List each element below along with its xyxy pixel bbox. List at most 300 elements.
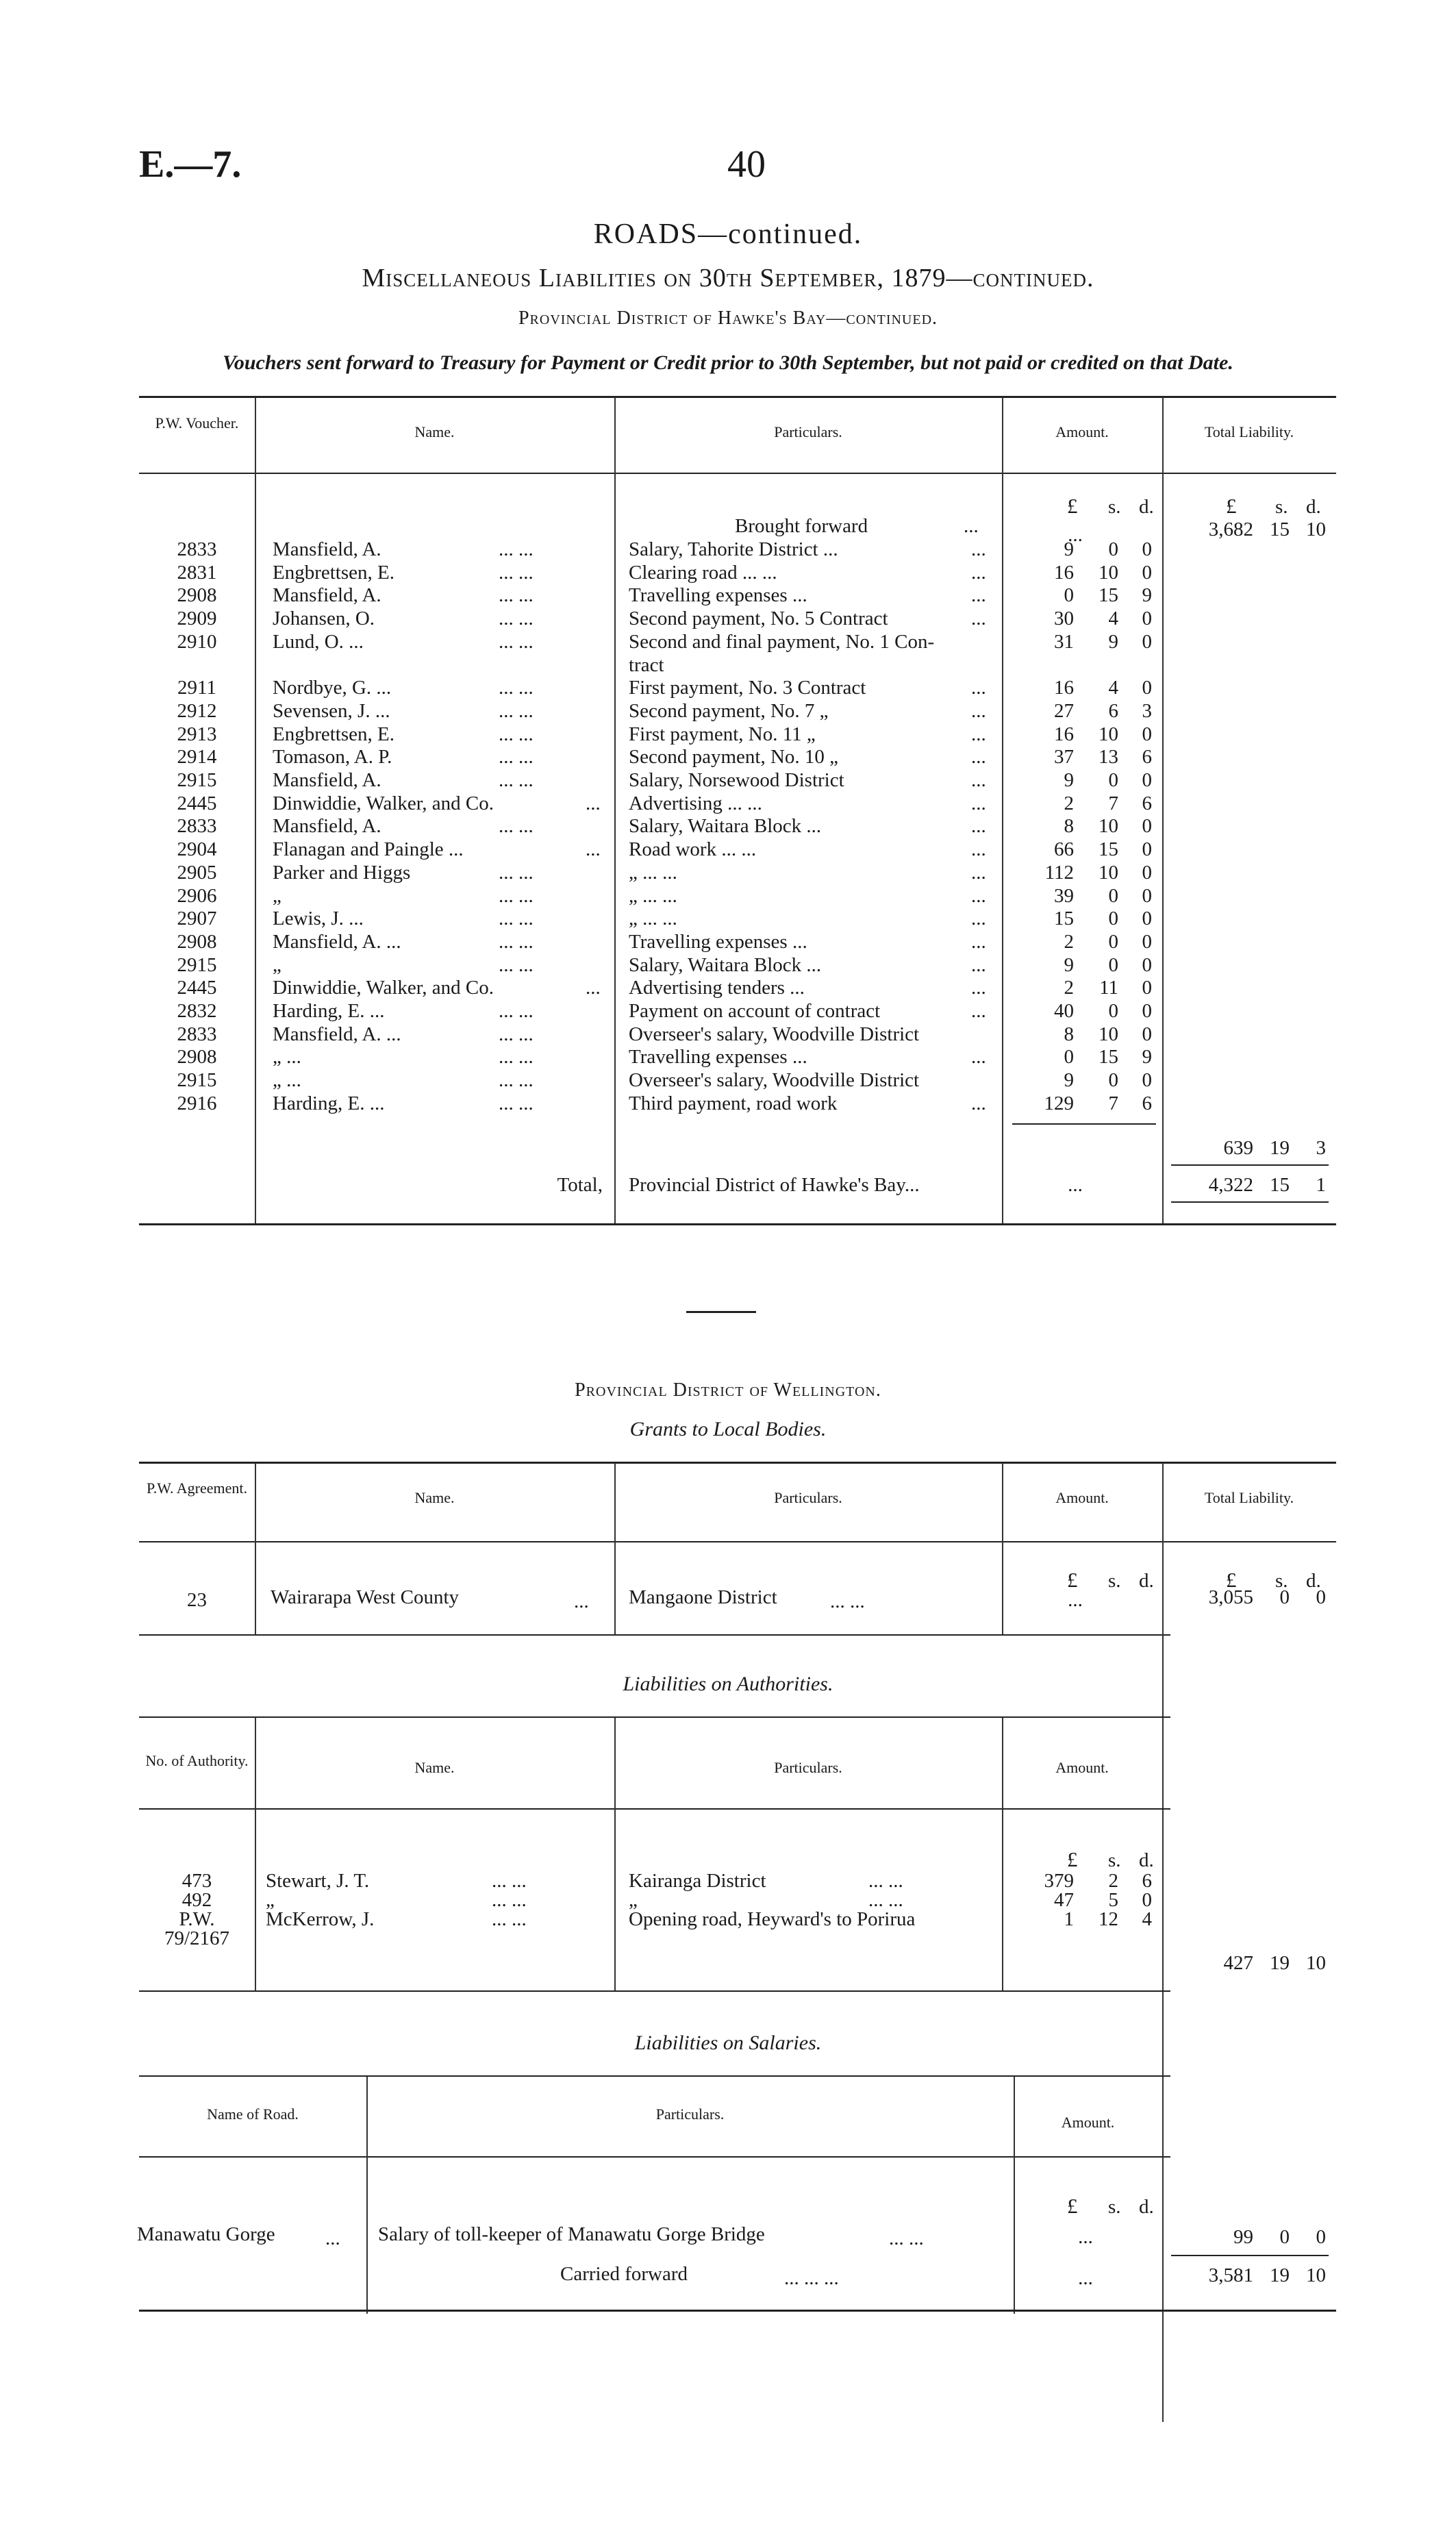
name-dots: ... ... <box>499 723 534 745</box>
payee-name: Engbrettsen, E. <box>273 561 394 584</box>
payee-name: „ <box>266 1889 275 1911</box>
voucher-number: 2912 <box>177 699 217 722</box>
amount-pounds: 2 <box>1064 977 1074 999</box>
name-dots: ... ... <box>499 608 534 630</box>
particulars-dots: ... <box>971 792 986 814</box>
particulars: Overseer's salary, Woodville District <box>629 1023 920 1045</box>
amount-shillings: 11 <box>1099 977 1118 999</box>
grant-particulars-dots: ... ... <box>830 1590 865 1612</box>
col-divider <box>1162 397 1164 1223</box>
pound-unit: £ <box>1067 1568 1078 1592</box>
amount-sum-rule <box>1012 1123 1156 1125</box>
header-road: Name of Road. <box>207 2106 299 2123</box>
voucher-number: 2908 <box>177 930 217 953</box>
pence-unit: d. <box>1139 1849 1154 1871</box>
payee-name: Tomason, A. P. <box>273 746 392 769</box>
name-dots: ... ... <box>499 677 534 699</box>
carried-total-pounds: 3,581 <box>1208 2264 1253 2286</box>
authorities-total-shillings: 19 <box>1270 1952 1290 1974</box>
table-rule-top <box>139 1462 1336 1464</box>
table-rule-bottom <box>139 1223 1336 1225</box>
particulars: Salary, Tahorite District ... <box>629 538 838 560</box>
grant-name: Wairarapa West County <box>271 1586 460 1608</box>
amount-pence: 0 <box>1142 838 1152 861</box>
header-total: Total Liability. <box>1204 423 1294 440</box>
voucher-number: 2911 <box>177 677 216 699</box>
amount-pence: 0 <box>1142 884 1152 907</box>
voucher-number: 2906 <box>177 884 217 907</box>
voucher-number: 2833 <box>177 538 217 560</box>
particulars-dots: ... <box>971 677 986 699</box>
amount-pounds: 9 <box>1064 1069 1074 1092</box>
particulars: „ ... ... <box>629 884 677 907</box>
amount-pence: 9 <box>1142 584 1152 607</box>
grant-name-dots: ... <box>574 1590 589 1612</box>
name-dots: ... ... <box>499 1000 534 1022</box>
amount-pence: 0 <box>1142 977 1152 999</box>
pound-unit: £ <box>1067 2194 1078 2218</box>
particulars: „ ... ... <box>629 861 677 884</box>
particulars-dots: ... <box>971 723 986 745</box>
subtotal-pence: 3 <box>1316 1137 1326 1159</box>
amount-pence: 6 <box>1142 1092 1152 1114</box>
table-rule-top <box>139 396 1336 398</box>
payee-name: Lewis, J. ... <box>273 908 364 930</box>
name-dots: ... ... <box>499 538 534 560</box>
authorities-total-pence: 10 <box>1306 1952 1326 1974</box>
grant-particulars: Mangaone District <box>629 1586 777 1608</box>
amount-shillings: 6 <box>1108 699 1118 722</box>
particulars-dots: ... ... <box>868 1870 903 1892</box>
voucher-number: 2905 <box>177 861 217 884</box>
particulars-dots: ... <box>971 815 986 838</box>
voucher-number: 2916 <box>177 1092 217 1114</box>
particulars: Salary, Waitara Block ... <box>629 953 822 976</box>
amount-pounds: 129 <box>1044 1092 1074 1114</box>
name-dots: ... ... <box>492 1889 527 1911</box>
particulars-dots: ... <box>971 746 986 769</box>
particulars-dots: ... <box>971 699 986 722</box>
amount-pence: 0 <box>1142 630 1152 653</box>
voucher-number: 2445 <box>177 792 217 814</box>
amount-pounds: 2 <box>1064 930 1074 953</box>
particulars: Travelling expenses ... <box>629 584 807 607</box>
particulars: Travelling expenses ... <box>629 1046 807 1069</box>
carried-sum-rule <box>1171 2255 1329 2256</box>
particulars: tract <box>629 653 664 676</box>
particulars: First payment, No. 3 Contract <box>629 677 866 699</box>
salary-amount: ... <box>1078 2226 1093 2248</box>
payee-name: Johansen, O. <box>273 608 375 630</box>
payee-name: Engbrettsen, E. <box>273 723 394 745</box>
name-dots: ... ... <box>499 1069 534 1092</box>
col-divider <box>1162 1463 1164 2422</box>
payee-name: Mansfield, A. <box>273 769 381 791</box>
name-dots: ... ... <box>499 746 534 769</box>
header-particulars: Particulars. <box>774 423 842 440</box>
voucher-number: 2909 <box>177 608 217 630</box>
amount-shillings: 10 <box>1099 861 1118 884</box>
amount-shillings: 2 <box>1108 1870 1118 1892</box>
particulars: „ <box>629 1889 638 1911</box>
amount-pounds: 9 <box>1064 538 1074 560</box>
particulars-dots: ... <box>971 1092 986 1114</box>
particulars-dots: ... <box>971 930 986 953</box>
payee-name: „ <box>273 953 281 976</box>
header-amount: Amount. <box>1061 2114 1115 2131</box>
particulars-dots: ... <box>971 769 986 791</box>
amount-pounds: 2 <box>1064 792 1074 814</box>
amount-shillings: 10 <box>1099 561 1118 584</box>
particulars: Salary, Norsewood District <box>629 769 844 791</box>
amount-pounds: 8 <box>1064 1023 1074 1045</box>
authorities-total-pounds: 427 <box>1223 1952 1253 1974</box>
payee-name: Parker and Higgs <box>273 861 411 884</box>
page-number: 40 <box>727 143 766 186</box>
section-separator <box>686 1311 756 1313</box>
pence-unit: d. <box>1139 2196 1154 2218</box>
voucher-number: 2908 <box>177 1046 217 1069</box>
name-dots: ... ... <box>499 908 534 930</box>
total-pence: 1 <box>1316 1174 1326 1196</box>
vouchers-note: Vouchers sent forward to Treasury for Payment or Credit prior to 30th September, but not paid or credited on that Date. <box>223 351 1233 374</box>
amount-pence: 9 <box>1142 1046 1152 1069</box>
amount-shillings: 7 <box>1108 1092 1118 1114</box>
carried-forward-dots: ... ... ... <box>784 2267 839 2289</box>
amount-pence: 0 <box>1142 930 1152 953</box>
page-title: ROADS—continued. <box>593 218 863 250</box>
shilling-unit: s. <box>1108 1849 1121 1871</box>
authority-number: 79/2167 <box>164 1927 230 1949</box>
header-name: Name. <box>414 1759 455 1776</box>
amount-shillings: 0 <box>1108 884 1118 907</box>
brought-forward-total-pence: 10 <box>1306 518 1326 540</box>
brought-forward-label: Brought forward <box>735 515 868 537</box>
amount-shillings: 4 <box>1108 677 1118 699</box>
total-shillings: 15 <box>1270 1174 1290 1196</box>
amount-pence: 3 <box>1142 699 1152 722</box>
voucher-number: 2445 <box>177 977 217 999</box>
particulars-dots: ... <box>971 584 986 607</box>
shilling-unit: s. <box>1108 496 1121 518</box>
name-dots: ... <box>586 977 601 999</box>
particulars: Road work ... ... <box>629 838 757 861</box>
header-name: Name. <box>414 1489 455 1506</box>
amount-pence: 0 <box>1142 1023 1152 1045</box>
header-amount: Amount. <box>1055 1759 1109 1776</box>
amount-pounds: 16 <box>1054 561 1074 584</box>
particulars-dots: ... <box>971 861 986 884</box>
amount-pence: 0 <box>1142 538 1152 560</box>
name-dots: ... ... <box>492 1908 527 1930</box>
col-divider <box>1014 2077 1015 2314</box>
voucher-number: 2907 <box>177 908 217 930</box>
amount-pounds: 379 <box>1044 1870 1074 1892</box>
table-rule-header <box>139 1541 1336 1542</box>
amount-pounds: 31 <box>1054 630 1074 653</box>
payee-name: Dinwiddie, Walker, and Co. <box>273 977 494 999</box>
payee-name: Harding, E. ... <box>273 1000 385 1022</box>
voucher-number: 2833 <box>177 1023 217 1045</box>
voucher-number: 2833 <box>177 815 217 838</box>
col-divider <box>255 397 256 1223</box>
particulars-dots: ... <box>971 838 986 861</box>
header-voucher: P.W. Voucher. <box>155 414 239 432</box>
section-title: Miscellaneous Liabilities on 30th September, 1879—continued. <box>362 264 1094 292</box>
carried-forward-label: Carried forward <box>560 2263 688 2285</box>
name-dots: ... ... <box>499 699 534 722</box>
pound-unit: £ <box>1067 1847 1078 1871</box>
payee-name: Mansfield, A. ... <box>273 930 401 953</box>
payee-name: Dinwiddie, Walker, and Co. <box>273 792 494 814</box>
road-name: Manawatu Gorge <box>137 2223 275 2245</box>
particulars-dots: ... <box>971 884 986 907</box>
voucher-number: 2831 <box>177 561 217 584</box>
particulars-dots: ... <box>971 953 986 976</box>
salaries-heading: Liabilities on Salaries. <box>634 2032 822 2054</box>
particulars-dots: ... <box>971 977 986 999</box>
particulars: Third payment, road work <box>629 1092 838 1114</box>
amount-shillings: 0 <box>1108 769 1118 791</box>
amount-shillings: 15 <box>1099 1046 1118 1069</box>
amount-pounds: 47 <box>1054 1889 1074 1911</box>
amount-pounds: 40 <box>1054 1000 1074 1022</box>
header-total: Total Liability. <box>1204 1489 1294 1506</box>
name-dots: ... ... <box>499 584 534 607</box>
total-underline <box>1171 1201 1329 1203</box>
table-rule-bottom <box>139 1634 1170 1636</box>
name-dots: ... ... <box>499 815 534 838</box>
pound-unit: £ <box>1226 494 1237 518</box>
payee-name: Mansfield, A. <box>273 815 381 838</box>
amount-pence: 0 <box>1142 953 1152 976</box>
amount-pence: 0 <box>1142 861 1152 884</box>
payee-name: Harding, E. ... <box>273 1092 385 1114</box>
name-dots: ... ... <box>499 630 534 653</box>
amount-pence: 0 <box>1142 677 1152 699</box>
brought-forward-total-pounds: 3,682 <box>1208 518 1253 540</box>
header-authority: No. of Authority. <box>145 1752 249 1769</box>
salary-particulars: Salary of toll-keeper of Manawatu Gorge Bridge <box>378 2223 765 2245</box>
particulars: Second and final payment, No. 1 Con- <box>629 630 935 653</box>
particulars: Second payment, No. 5 Contract <box>629 608 888 630</box>
amount-pence: 0 <box>1142 815 1152 838</box>
brought-forward-dots: ... <box>964 515 979 537</box>
table-rule-bottom <box>139 2310 1336 2312</box>
total-label: Total, <box>557 1174 603 1196</box>
table-rule-header <box>139 1808 1170 1810</box>
particulars: Advertising ... ... <box>629 792 762 814</box>
voucher-number: 2913 <box>177 723 217 745</box>
payee-name: „ ... <box>273 1046 301 1069</box>
payee-name: Stewart, J. T. <box>266 1870 370 1892</box>
name-dots: ... <box>586 838 601 861</box>
brought-forward-total-shillings: 15 <box>1270 518 1290 540</box>
header-name: Name. <box>414 423 455 440</box>
particulars: Second payment, No. 7 „ <box>629 699 829 722</box>
shilling-unit: s. <box>1108 2196 1121 2218</box>
particulars: Second payment, No. 10 „ <box>629 746 839 769</box>
amount-shillings: 13 <box>1099 746 1118 769</box>
pence-unit: d. <box>1306 496 1321 518</box>
particulars: „ ... ... <box>629 908 677 930</box>
subtotal-shillings: 19 <box>1270 1137 1290 1159</box>
authority-number: 492 <box>181 1889 212 1911</box>
name-dots: ... <box>586 792 601 814</box>
voucher-number: 2915 <box>177 953 217 976</box>
salary-total-pence: 0 <box>1316 2226 1326 2248</box>
grant-total-pounds: 3,055 <box>1208 1586 1253 1608</box>
name-dots: ... ... <box>499 561 534 584</box>
amount-shillings: 10 <box>1099 723 1118 745</box>
name-dots: ... ... <box>499 930 534 953</box>
pound-unit: £ <box>1067 494 1078 518</box>
payee-name: „ ... <box>273 1069 301 1092</box>
carried-total-pence: 10 <box>1306 2264 1326 2286</box>
total-sum-rule <box>1171 1164 1329 1166</box>
particulars-dots: ... <box>971 1000 986 1022</box>
voucher-number: 2904 <box>177 838 217 861</box>
total-amount-dots: ... <box>1068 1174 1083 1196</box>
name-dots: ... ... <box>499 1046 534 1069</box>
agreement-number: 23 <box>187 1589 207 1611</box>
amount-pounds: 9 <box>1064 953 1074 976</box>
name-dots: ... ... <box>499 769 534 791</box>
amount-shillings: 0 <box>1108 930 1118 953</box>
particulars: Travelling expenses ... <box>629 930 807 953</box>
amount-shillings: 0 <box>1108 1069 1118 1092</box>
shilling-unit: s. <box>1275 496 1288 518</box>
series-number: E.—7. <box>139 143 242 186</box>
salary-total-pounds: 99 <box>1233 2226 1253 2248</box>
payee-name: Mansfield, A. ... <box>273 1023 401 1045</box>
district-title: Provincial District of Hawke's Bay—continued. <box>518 308 938 329</box>
payee-name: „ <box>273 884 281 907</box>
grant-total-shillings: 0 <box>1279 1586 1290 1608</box>
name-dots: ... ... <box>499 1023 534 1045</box>
amount-shillings: 0 <box>1108 908 1118 930</box>
particulars-dots: ... ... <box>868 1889 903 1911</box>
amount-shillings: 10 <box>1099 815 1118 838</box>
amount-pounds: 8 <box>1064 815 1074 838</box>
payee-name: Nordbye, G. ... <box>273 677 392 699</box>
amount-pence: 6 <box>1142 792 1152 814</box>
particulars-dots: ... <box>971 538 986 560</box>
payee-name: McKerrow, J. <box>266 1908 375 1930</box>
voucher-number: 2908 <box>177 584 217 607</box>
header-particulars: Particulars. <box>655 2106 725 2123</box>
table-rule-bottom <box>139 1990 1170 1992</box>
particulars-dots: ... <box>971 561 986 584</box>
particulars-dots: ... <box>971 1046 986 1069</box>
amount-shillings: 7 <box>1108 792 1118 814</box>
header-particulars: Particulars. <box>774 1489 842 1506</box>
particulars: Salary, Waitara Block ... <box>629 815 822 838</box>
pence-unit: d. <box>1139 496 1154 518</box>
amount-shillings: 5 <box>1108 1889 1118 1911</box>
header-amount: Amount. <box>1055 1489 1109 1506</box>
amount-shillings: 9 <box>1108 630 1118 653</box>
amount-pounds: 1 <box>1064 1908 1074 1930</box>
salary-total-shillings: 0 <box>1279 2226 1290 2248</box>
particulars: Clearing road ... ... <box>629 561 777 584</box>
amount-shillings: 0 <box>1108 953 1118 976</box>
shilling-unit: s. <box>1275 1570 1288 1592</box>
pence-unit: d. <box>1139 1570 1154 1592</box>
amount-pounds: 16 <box>1054 723 1074 745</box>
header-particulars: Particulars. <box>774 1759 842 1776</box>
amount-pounds: 9 <box>1064 769 1074 791</box>
particulars: Advertising tenders ... <box>629 977 805 999</box>
voucher-number: 2914 <box>177 746 217 769</box>
authority-number: 473 <box>181 1870 212 1892</box>
amount-pence: 6 <box>1142 1870 1152 1892</box>
payee-name: Flanagan and Paingle ... <box>273 838 464 861</box>
amount-pounds: 0 <box>1064 584 1074 607</box>
authorities-heading: Liabilities on Authorities. <box>623 1673 833 1695</box>
particulars: First payment, No. 11 „ <box>629 723 816 745</box>
grant-amount: ... <box>1068 1589 1083 1611</box>
voucher-number: 2910 <box>177 630 217 653</box>
header-agreement: P.W. Agreement. <box>146 1479 248 1497</box>
amount-pounds: 39 <box>1054 884 1074 907</box>
amount-pence: 0 <box>1142 1000 1152 1022</box>
particulars: Overseer's salary, Woodville District <box>629 1069 920 1092</box>
name-dots: ... ... <box>499 1092 534 1114</box>
amount-shillings: 0 <box>1108 1000 1118 1022</box>
grants-heading: Grants to Local Bodies. <box>629 1418 827 1440</box>
authority-number: P.W. <box>179 1908 215 1930</box>
total-particulars: Provincial District of Hawke's Bay... <box>629 1174 920 1196</box>
payee-name: Mansfield, A. <box>273 538 381 560</box>
particulars-dots: ... <box>971 608 986 630</box>
amount-pounds: 0 <box>1064 1046 1074 1069</box>
amount-shillings: 15 <box>1099 838 1118 861</box>
salary-particulars-dots: ... ... <box>889 2227 924 2249</box>
brought-forward-amount: ... <box>1068 524 1083 546</box>
particulars: Opening road, Heyward's to Porirua <box>629 1908 916 1930</box>
carried-total-shillings: 19 <box>1270 2264 1290 2286</box>
particulars: Kairanga District <box>629 1870 766 1892</box>
name-dots: ... ... <box>499 884 534 907</box>
pound-unit: £ <box>1226 1568 1237 1592</box>
table-rule-header <box>139 473 1336 474</box>
particulars: Payment on account of contract <box>629 1000 881 1022</box>
voucher-number: 2915 <box>177 1069 217 1092</box>
amount-pence: 0 <box>1142 769 1152 791</box>
amount-pence: 6 <box>1142 746 1152 769</box>
name-dots: ... ... <box>499 861 534 884</box>
payee-name: Mansfield, A. <box>273 584 381 607</box>
amount-pounds: 27 <box>1054 699 1074 722</box>
payee-name: Sevensen, J. ... <box>273 699 390 722</box>
subtotal-pounds: 639 <box>1223 1137 1253 1159</box>
amount-pence: 0 <box>1142 1069 1152 1092</box>
name-dots: ... ... <box>499 953 534 976</box>
shilling-unit: s. <box>1108 1570 1121 1592</box>
name-dots: ... ... <box>492 1870 527 1892</box>
amount-pence: 0 <box>1142 723 1152 745</box>
amount-pounds: 66 <box>1054 838 1074 861</box>
amount-pounds: 30 <box>1054 608 1074 630</box>
table-rule-top <box>139 2075 1170 2077</box>
col-divider <box>614 397 616 1223</box>
amount-pounds: 16 <box>1054 677 1074 699</box>
amount-shillings: 4 <box>1108 608 1118 630</box>
amount-pence: 4 <box>1142 1908 1152 1930</box>
voucher-number: 2832 <box>177 1000 217 1022</box>
amount-pounds: 15 <box>1054 908 1074 930</box>
